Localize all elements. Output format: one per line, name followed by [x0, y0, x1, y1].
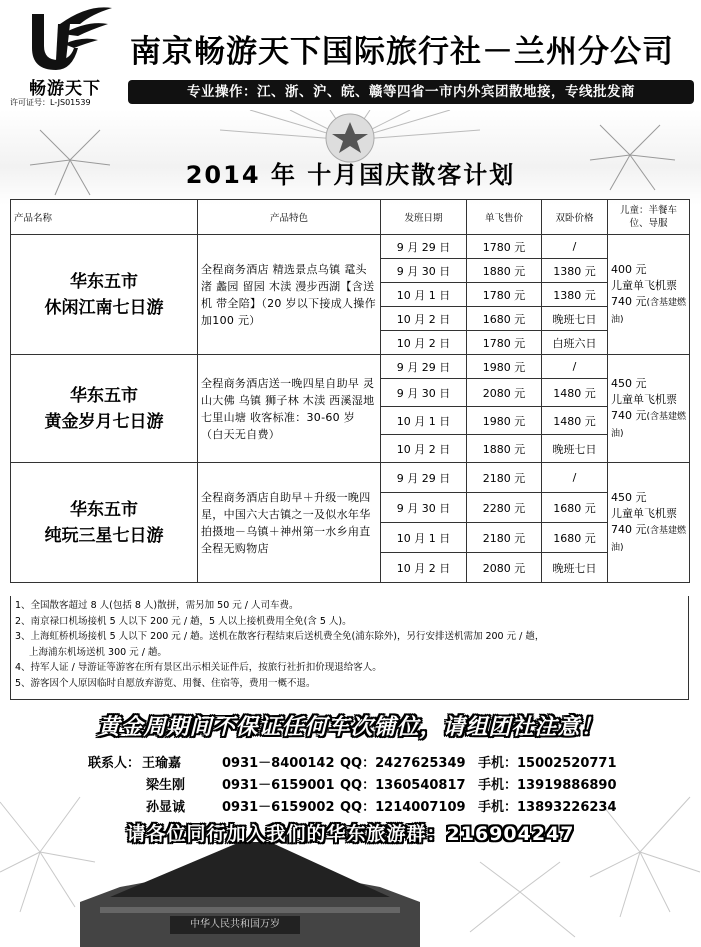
- header-price: 单飞售价: [467, 200, 542, 235]
- gate-plaque: 中华人民共和国万岁: [170, 916, 300, 934]
- twin-sleeper-price: /: [542, 463, 608, 493]
- uf-logo-icon: [18, 4, 114, 74]
- contact-label: 联系人：: [88, 756, 141, 771]
- note-item: 5、游客因个人原因临时自愿放弃游览、用餐、住宿等，费用一概不退。: [15, 677, 316, 689]
- golden-week-warning: 黄金周期间不保证任何车次铺位，请组团社注意！: [97, 715, 604, 740]
- depart-date: 9 月 30 日: [381, 259, 467, 283]
- single-flight-price: 1780 元: [467, 331, 542, 355]
- note-item: 3、上海虹桥机场接机 5 人以下 200 元 / 趟。送机在散客行程结束后送机费全免(浦东除外)，另行安排送机需加 200 元 / 趟，: [15, 631, 545, 642]
- child-price: [608, 355, 690, 463]
- contact-qq[interactable]: QQ：1360540817: [340, 778, 466, 793]
- twin-sleeper-price: 1380 元: [542, 259, 608, 283]
- depart-date: 10 月 2 日: [381, 435, 467, 463]
- table-row: [11, 463, 690, 493]
- child-ticket-fee: 740 元: [611, 408, 647, 422]
- depart-date: 10 月 2 日: [381, 307, 467, 331]
- contact-row: [0, 774, 701, 796]
- note-item: 2、南京禄口机场接机 5 人以下 200 元 / 趟，5 人以上接机费用全免(含 5 人)。: [15, 615, 352, 627]
- product-name: [11, 463, 198, 583]
- twin-sleeper-price: /: [542, 235, 608, 259]
- product-feature: 全程商务酒店自助早＋升级一晚四星，中国六大古镇之一及似水年华拍摄地－乌镇＋神州第一水乡甪直 全程无购物店: [198, 463, 381, 583]
- note-item: 上海浦东机场送机 300 元 / 趟。: [29, 646, 167, 658]
- contact-qq[interactable]: QQ：1214007109: [340, 800, 466, 815]
- child-price: [608, 463, 690, 583]
- twin-sleeper-price: 1680 元: [542, 523, 608, 553]
- product-name: [11, 235, 198, 355]
- product-feature: 全程商务酒店送一晚四星自助早 灵山大佛 乌镇 狮子林 木渎 西溪湿地 七里山塘 收客标准：30-60 岁（白天无自费）: [198, 355, 381, 463]
- header-feature: 产品特色: [198, 200, 381, 235]
- depart-date: 10 月 1 日: [381, 523, 467, 553]
- child-ticket-fee: 740 元: [611, 522, 647, 536]
- child-fee-note: (含基建燃油): [611, 525, 687, 553]
- depart-date: 9 月 29 日: [381, 235, 467, 259]
- product-name-line2: 黄金岁月七日游: [44, 411, 164, 432]
- note-item: 1、全国散客超过 8 人(包括 8 人)散拼，需另加 50 元 / 人司车费。: [15, 600, 299, 611]
- product-name-line1: 华东五市: [70, 271, 138, 292]
- depart-date: 9 月 29 日: [381, 355, 467, 379]
- child-ticket-label: 儿童单飞机票: [611, 278, 677, 292]
- header-date: 发班日期: [381, 200, 467, 235]
- depart-date: 10 月 1 日: [381, 407, 467, 435]
- single-flight-price: 2180 元: [467, 463, 542, 493]
- product-feature: 全程商务酒店 精选景点乌镇 鼋头渚 蠡园 留园 木渎 漫步西湖【含送机 带全陪】（20 岁以下接成人操作加100 元）: [198, 235, 381, 355]
- child-base-price: 450 元: [611, 490, 647, 504]
- single-flight-price: 2180 元: [467, 523, 542, 553]
- note-item: 4、持军人证 / 导游证等游客在所有景区出示相关证件后，按旅行社折扣价现退给客人。: [15, 662, 382, 673]
- contact-phone[interactable]: 0931－6159001: [222, 778, 335, 793]
- child-ticket-label: 儿童单飞机票: [611, 506, 677, 520]
- footer-area: [0, 702, 701, 947]
- contact-mobile[interactable]: 手机：13919886890: [478, 778, 617, 793]
- single-flight-price: 2080 元: [467, 553, 542, 583]
- company-logo: [10, 4, 120, 107]
- page-title: 南京畅游天下国际旅行社－兰州分公司: [130, 34, 674, 70]
- contact-name: 王瑜嘉: [142, 756, 182, 771]
- depart-date: 9 月 30 日: [381, 379, 467, 407]
- contact-mobile[interactable]: 手机：15002520771: [478, 756, 617, 771]
- single-flight-price: 1780 元: [467, 235, 542, 259]
- contact-row: [0, 796, 701, 818]
- depart-date: 9 月 29 日: [381, 463, 467, 493]
- license-number: 许可证号：L-JS01539: [10, 98, 91, 107]
- single-flight-price: 2280 元: [467, 493, 542, 523]
- twin-sleeper-price: 白班六日: [542, 331, 608, 355]
- header-twin: 双卧价格: [542, 200, 608, 235]
- single-flight-price: 1880 元: [467, 435, 542, 463]
- product-name-line2: 纯玩三星七日游: [44, 525, 164, 546]
- twin-sleeper-price: 1380 元: [542, 283, 608, 307]
- table-header-row: [11, 200, 690, 235]
- single-flight-price: 1780 元: [467, 283, 542, 307]
- plan-title: 2014 年 十月国庆散客计划: [185, 161, 516, 189]
- logo-name: 畅游天下: [29, 79, 101, 99]
- table-row: [11, 355, 690, 379]
- contact-qq[interactable]: QQ：2427625349: [340, 756, 466, 771]
- child-base-price: 400 元: [611, 262, 647, 276]
- single-flight-price: 1980 元: [467, 355, 542, 379]
- depart-date: 9 月 30 日: [381, 493, 467, 523]
- child-fee-note: (含基建燃油): [611, 297, 687, 325]
- contact-mobile[interactable]: 手机：13893226234: [478, 800, 617, 815]
- child-fee-note: (含基建燃油): [611, 411, 687, 439]
- header-child: 儿童：半餐车位、导服: [608, 200, 690, 235]
- product-name-line1: 华东五市: [70, 385, 138, 406]
- single-flight-price: 1680 元: [467, 307, 542, 331]
- header-product: 产品名称: [11, 200, 198, 235]
- contact-name: 孙显诚: [146, 800, 186, 815]
- tour-plan-table: [10, 199, 690, 583]
- single-flight-price: 2080 元: [467, 379, 542, 407]
- twin-sleeper-price: 1480 元: [542, 407, 608, 435]
- child-price: [608, 235, 690, 355]
- contact-row: [0, 752, 701, 774]
- qq-group-line: 请各位同行加入我们的华东旅游群：216904247: [126, 823, 575, 845]
- depart-date: 10 月 2 日: [381, 331, 467, 355]
- product-name: [11, 355, 198, 463]
- contact-phone[interactable]: 0931－8400142: [222, 756, 335, 771]
- child-ticket-fee: 740 元: [611, 294, 647, 308]
- twin-sleeper-price: 晚班七日: [542, 553, 608, 583]
- header: [0, 0, 701, 110]
- child-ticket-label: 儿童单飞机票: [611, 392, 677, 406]
- single-flight-price: 1880 元: [467, 259, 542, 283]
- twin-sleeper-price: 1680 元: [542, 493, 608, 523]
- single-flight-price: 1980 元: [467, 407, 542, 435]
- depart-date: 10 月 2 日: [381, 553, 467, 583]
- contact-name: 梁生刚: [146, 778, 186, 793]
- twin-sleeper-price: 1480 元: [542, 379, 608, 407]
- depart-date: 10 月 1 日: [381, 283, 467, 307]
- contact-phone[interactable]: 0931－6159002: [222, 800, 335, 815]
- product-name-line1: 华东五市: [70, 499, 138, 520]
- table-row: [11, 235, 690, 259]
- child-base-price: 450 元: [611, 376, 647, 390]
- business-banner: 专业操作：江、浙、沪、皖、赣等四省一市内外宾团散地接，专线批发商: [128, 80, 694, 104]
- twin-sleeper-price: 晚班七日: [542, 435, 608, 463]
- product-name-line2: 休闲江南七日游: [44, 297, 164, 318]
- terms-notes: [10, 596, 689, 700]
- twin-sleeper-price: /: [542, 355, 608, 379]
- twin-sleeper-price: 晚班七日: [542, 307, 608, 331]
